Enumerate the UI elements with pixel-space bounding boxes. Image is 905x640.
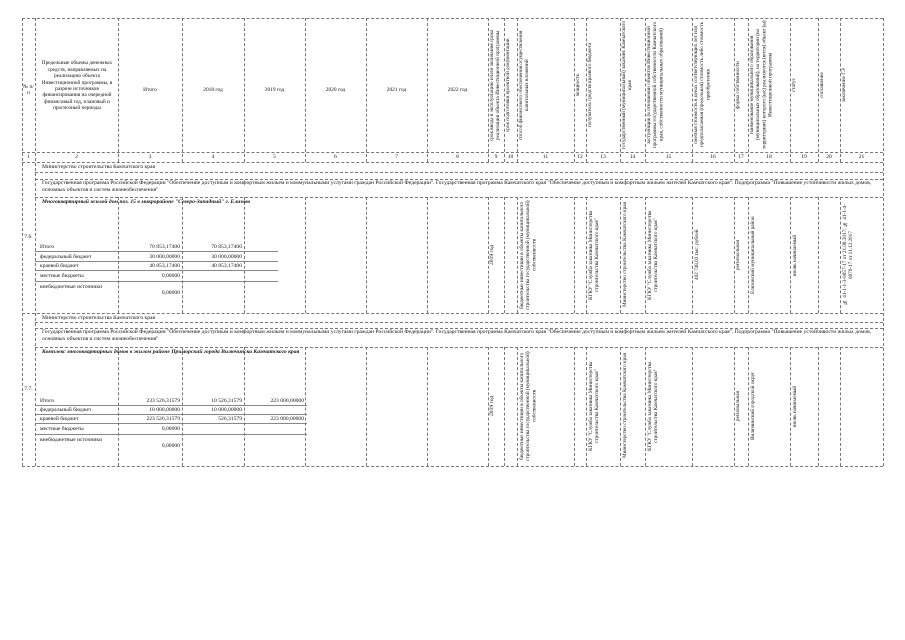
header-2022: 2022 год <box>447 86 468 93</box>
header-commissioning-term: срок ввода в эксплуатацию и/или окончания срока реализации объекта Инвестиционной программы <box>489 29 502 141</box>
header-number: № п/п <box>23 83 34 96</box>
funding-row-label: федеральный бюджет <box>40 254 92 260</box>
funding-row-label: местные бюджеты <box>40 273 84 279</box>
ministry-title: Министерство строительства Камчатского края <box>42 315 156 321</box>
header-estimated-cost: сметная стоимость в ценах соответствующих лет или предполагаемая (предельная) стоимость либо стоимость приобретения <box>693 22 712 148</box>
expertise-value: № 41-1-1-3-0057-17 от 21.08.2017; № 41-1-4-0070-17 от 11.12.2017 <box>842 204 855 306</box>
state-customer-value: Министерство строительства Камчатского края <box>622 353 628 459</box>
header-total: Итого <box>143 86 157 93</box>
column-number: 17 <box>738 154 744 160</box>
funding-2019-value: 223 000,00000 <box>270 416 304 422</box>
column-number: 11 <box>542 154 549 160</box>
funding-2018-value: 30 000,00000 <box>211 254 242 260</box>
funding-total-value: 40 853,17400 <box>149 263 180 269</box>
funding-row-label: Итого <box>40 244 55 250</box>
funding-row-label: федеральный бюджет <box>40 407 92 413</box>
header-2020: 2020 год <box>325 86 346 93</box>
column-number: 6 <box>334 154 337 160</box>
commissioning-term-value: 2019 год <box>489 244 495 266</box>
column-number: 8 <box>456 154 459 160</box>
funding-total-value: 70 853,17400 <box>149 244 180 250</box>
column-number: 1 <box>27 154 30 160</box>
header-status: статус <box>791 78 797 92</box>
column-number: 15 <box>665 154 672 160</box>
municipality-value: Елизовский муниципальный район <box>750 216 756 294</box>
column-number: 18 <box>766 154 772 160</box>
funding-2018-value: 70 853,17400 <box>211 244 242 250</box>
header-funding-limits: Предельные объемы денежных средств, направляемых на реализацию объекта Инвестиционной программы, в разрезе источников финансирования на очередной финансовый год, плановый и прогнозный периоды <box>41 60 113 112</box>
budget-recipient-value: КГКУ "Служба заказчика Министерства строительства Камчатского края" <box>588 210 601 300</box>
developer-value: КГКУ "Служба заказчика Министерства строительства Камчатского края" <box>647 210 660 300</box>
object-title: Комплекс многоквартирных домов в жилом районе Приморский города Вилючинска Камчатского края <box>42 349 300 355</box>
ownership-value: региональная <box>735 240 741 270</box>
header-2019: 2019 год <box>264 86 285 93</box>
column-number: 12 <box>577 154 583 160</box>
funding-total-value: 233 526,31579 <box>146 398 180 404</box>
funding-row-label: краевой бюджет <box>40 263 79 269</box>
funding-total-value: 10 000,00000 <box>149 407 180 413</box>
row-index: 7.6. <box>24 234 33 240</box>
header-2018: 2018 год <box>203 86 223 93</box>
column-number: 2 <box>75 154 78 160</box>
column-number: 19 <box>801 154 807 160</box>
header-ownership: форма собственности <box>735 61 741 109</box>
column-number: 21 <box>858 154 865 160</box>
column-number: 10 <box>507 154 514 160</box>
header-finance-method: способ финансового обеспечения осуществления капитальных вложений <box>518 30 531 140</box>
funding-row-label: внебюджетные источники <box>40 437 103 443</box>
column-number: 9 <box>494 154 498 160</box>
finance-method-value: бюджетные инвестиции в объекты капитального строительства государственной (муниципальной) собственности <box>519 200 538 310</box>
header-agreement: соглашение <box>819 72 825 98</box>
header-developer: застройщик (в отношении объектов Инвестиционной программы государственной собственности Камчатского края, собственности муниципальных образований) <box>646 21 665 149</box>
state-customer-value: Министерство строительства Камчатского края <box>622 202 628 308</box>
object-title: Многоквартирный жилой дом поз. 15 в микрорайоне "Северо-Западный" г. Елизово <box>42 199 251 205</box>
funding-2018-value: 10 526,31579 <box>211 398 242 404</box>
header-2021: 2021 год <box>386 86 407 93</box>
column-number: 7 <box>395 154 398 160</box>
funding-total-value: 0,00000 <box>161 290 180 296</box>
funding-row-label: местные бюджеты <box>40 426 84 432</box>
ministry-title: Министерство строительства Камчатского края <box>42 164 156 170</box>
funding-2018-value: 40 853,17400 <box>211 263 242 269</box>
header-capacity: мощность <box>575 73 581 97</box>
header-budget-recipient: получатель средств краевого бюджета <box>587 42 593 128</box>
funding-2018-value: 526,31579 <box>218 416 242 422</box>
program-title: Государственная программа Российской Федерации "Обеспечение доступным и комфортным жильем и коммунальными услугами граждан Российской Федерации". Государственная программа Камчатского края "Обеспечение доступным и комфортным жильем жителей Камчатского края". Подпрограмма "Повышение устойчивости жилых домов, основных объектов и систем жизнеобеспечения" <box>42 180 872 193</box>
status-value: вновь начинаемый <box>792 234 798 276</box>
header-expertise: заключение ГЭ <box>841 68 847 102</box>
column-number: 5 <box>273 154 276 160</box>
funding-2019-value: 223 000,00000 <box>270 398 304 404</box>
estimated-cost-value: 402 748,03 тыс. рублей <box>694 229 700 281</box>
funding-2018-value: 10 000,00000 <box>211 407 242 413</box>
row-index: 7.7. <box>24 386 33 392</box>
funding-total-value: 0,00000 <box>161 273 180 279</box>
funding-total-value: 223 526,31579 <box>146 416 180 422</box>
commissioning-term-value: 2019 год <box>489 395 495 417</box>
funding-total-value: 0,00000 <box>161 426 180 432</box>
ownership-value: региональная <box>735 391 741 421</box>
funding-row-label: краевой бюджет <box>40 416 79 422</box>
funding-row-label: Итого <box>40 398 55 404</box>
funding-total-value: 30 000,00000 <box>149 254 180 260</box>
column-number: 3 <box>148 154 152 160</box>
funding-total-value: 0,00000 <box>161 443 180 449</box>
budget-recipient-value: КГКУ "Служба заказчика Министерства строительства Камчатского края" <box>588 361 601 451</box>
program-title: Государственная программа Российской Федерации "Обеспечение доступным и комфортным жильем и коммунальными услугами граждан Российской Федерации". Государственная программа Камчатского края "Обеспечение доступным и комфортным жильем жителей Камчатского края". Подпрограмма "Повышение устойчивости жилых домов, основных объектов и систем жизнеобеспечения" <box>42 329 872 342</box>
column-number: 14 <box>629 154 636 160</box>
funding-row-label: внебюджетные источники <box>40 284 103 290</box>
column-number: 4 <box>211 154 215 160</box>
header-municipality: наименование муниципального образования (муниципальных образований), на территории (на территориях) которого (ых) реализуется (ются) объект (ы) Инвестиционной программы <box>749 20 774 150</box>
finance-method-value: бюджетные инвестиции в объекты капитального строительства государственной (муниципальной) собственности <box>519 351 538 461</box>
column-number: 20 <box>826 154 832 160</box>
municipality-value: Вилючинский городской округ <box>750 371 756 441</box>
header-state-customer: государственный (муниципальный) заказчик Камчатского края <box>621 20 634 150</box>
header-design-term: срок подготовки проектной документации <box>505 38 511 132</box>
column-number: 16 <box>710 154 716 160</box>
column-number: 13 <box>600 154 606 160</box>
developer-value: КГКУ "Служба заказчика Министерства строительства Камчатского края" <box>647 361 660 451</box>
status-value: вновь начинаемый <box>792 385 798 427</box>
